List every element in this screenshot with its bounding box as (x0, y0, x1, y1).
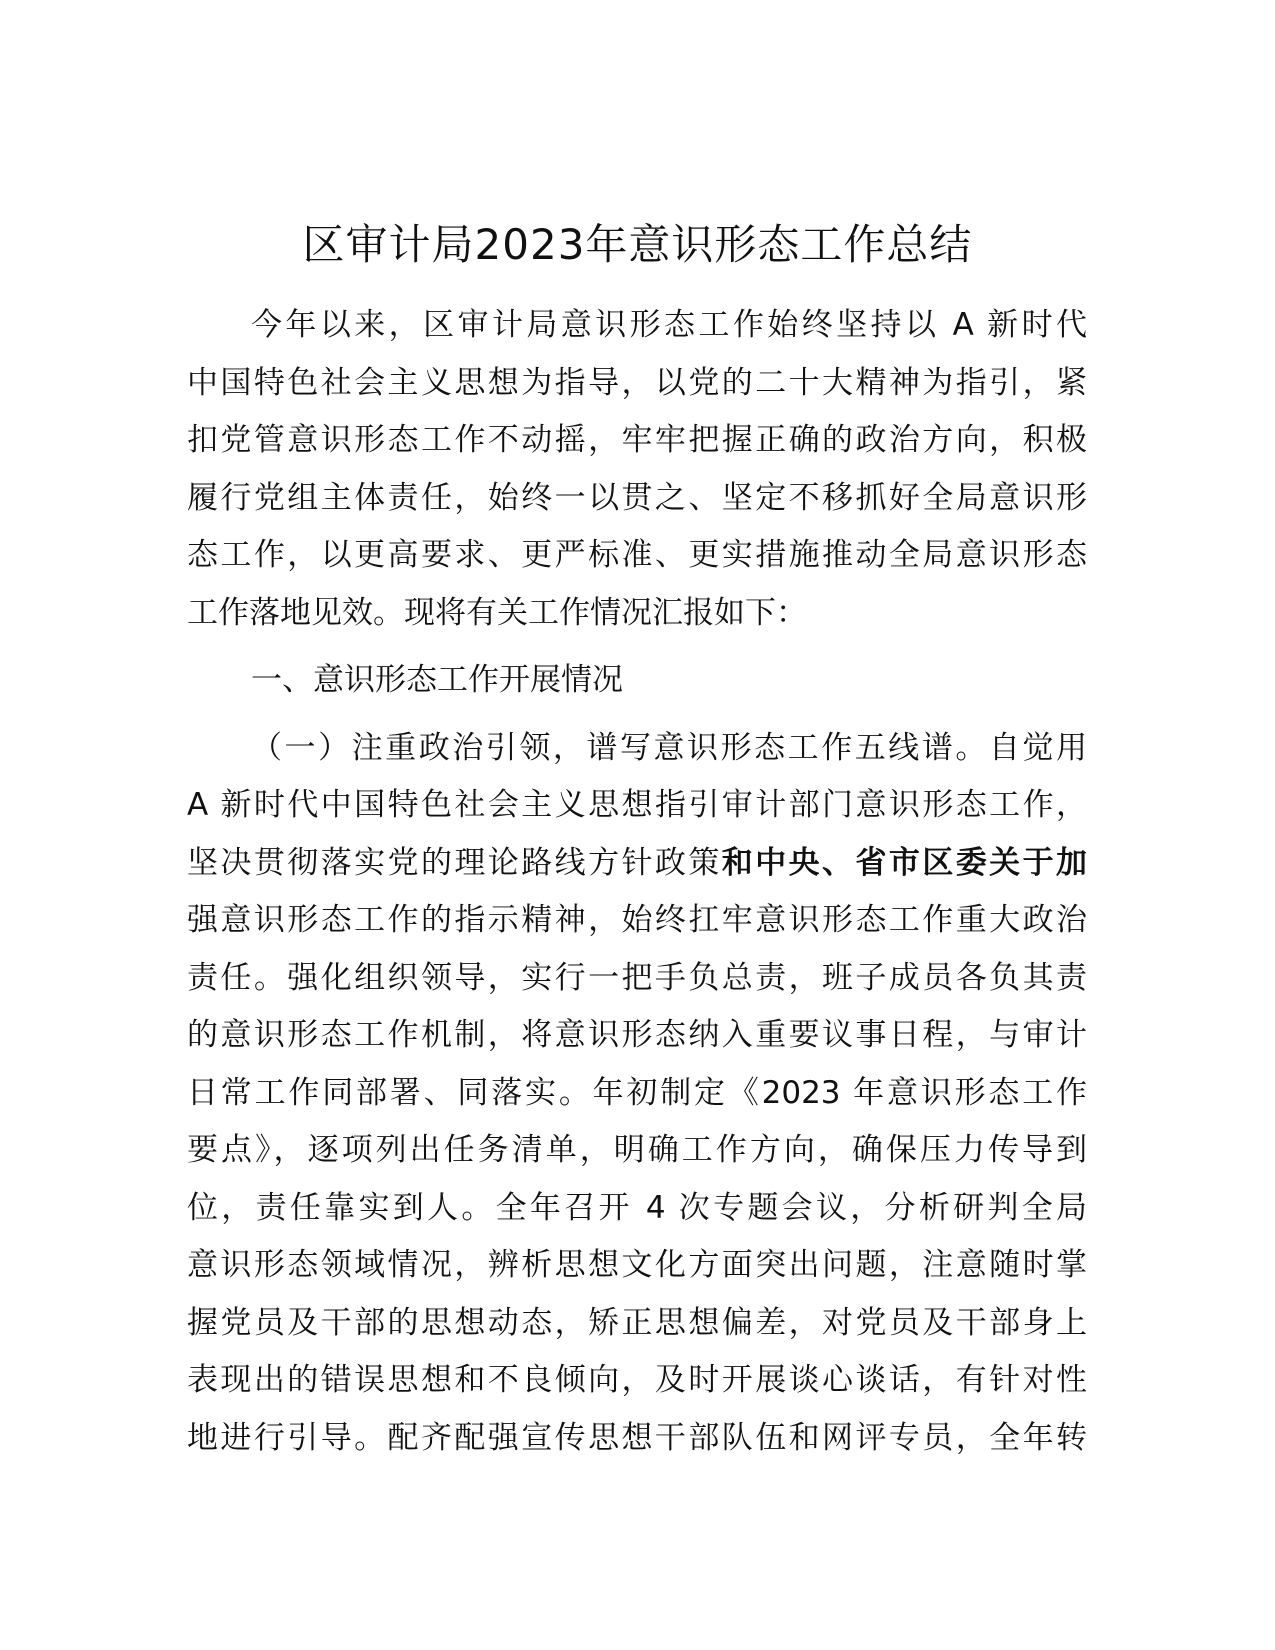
section-heading: 一、意识形态工作开展情况 (251, 662, 623, 698)
document-title: 区审计局2023年意识形态工作总结 (302, 220, 973, 269)
section1-line: 日常工作同部署、同落实。年初制定《2023 年意识形态工作 (187, 1074, 1087, 1111)
section1-line: 强意识形态工作的指示精神，始终扛牢意识形态工作重大政治 (187, 902, 1087, 938)
section1-line-with-bold (187, 835, 1087, 893)
section1-line: 意识形态领域情况，辨析思想文化方面突出问题，注意随时掌 (187, 1247, 1087, 1283)
intro-line: 态工作，以更高要求、更严标准、更实措施推动全局意识形态 (187, 537, 1087, 573)
intro-line: 工作落地见效。现将有关工作情况汇报如下： (187, 594, 807, 631)
intro-line: 中国特色社会主义思想为指导，以党的二十大精神为指引，紧 (187, 364, 1087, 401)
section1-line: （一）注重政治引领，谱写意识形态工作五线谱。自觉用 (251, 729, 1087, 766)
section1-line: 地进行引导。配齐配强宣传思想干部队伍和网评专员，全年转 (187, 1419, 1087, 1456)
section1-line: A 新时代中国特色社会主义思想指引审计部门意识形态工作， (187, 787, 1087, 823)
section1-line: 表现出的错误思想和不良倾向，及时开展谈心谈话，有针对性 (187, 1362, 1087, 1398)
intro-line: 扣党管意识形态工作不动摇，牢牢把握正确的政治方向，积极 (187, 422, 1087, 458)
section1-line: 位，责任靠实到人。全年召开 4 次专题会议，分析研判全局 (187, 1189, 1087, 1226)
document-body (187, 297, 1087, 1467)
bold-phrase: 和中央、省市区委关于加 (721, 844, 1088, 881)
section1-line-text: 坚决贯彻落实党的理论路线方针政策 (187, 844, 722, 881)
section1-line: 要点》，逐项列出任务清单，明确工作方向，确保压力传导到 (187, 1132, 1087, 1168)
section1-line: 握党员及干部的思想动态，矫正思想偏差，对党员及干部身上 (187, 1304, 1087, 1341)
intro-line: 履行党组主体责任，始终一以贯之、坚定不移抓好全局意识形 (187, 479, 1087, 516)
intro-line: 今年以来，区审计局意识形态工作始终坚持以 A 新时代 (251, 307, 1087, 343)
section1-line: 责任。强化组织领导，实行一把手负总责，班子成员各负其责 (187, 959, 1087, 996)
section1-line: 的意识形态工作机制，将意识形态纳入重要议事日程，与审计 (187, 1017, 1087, 1053)
